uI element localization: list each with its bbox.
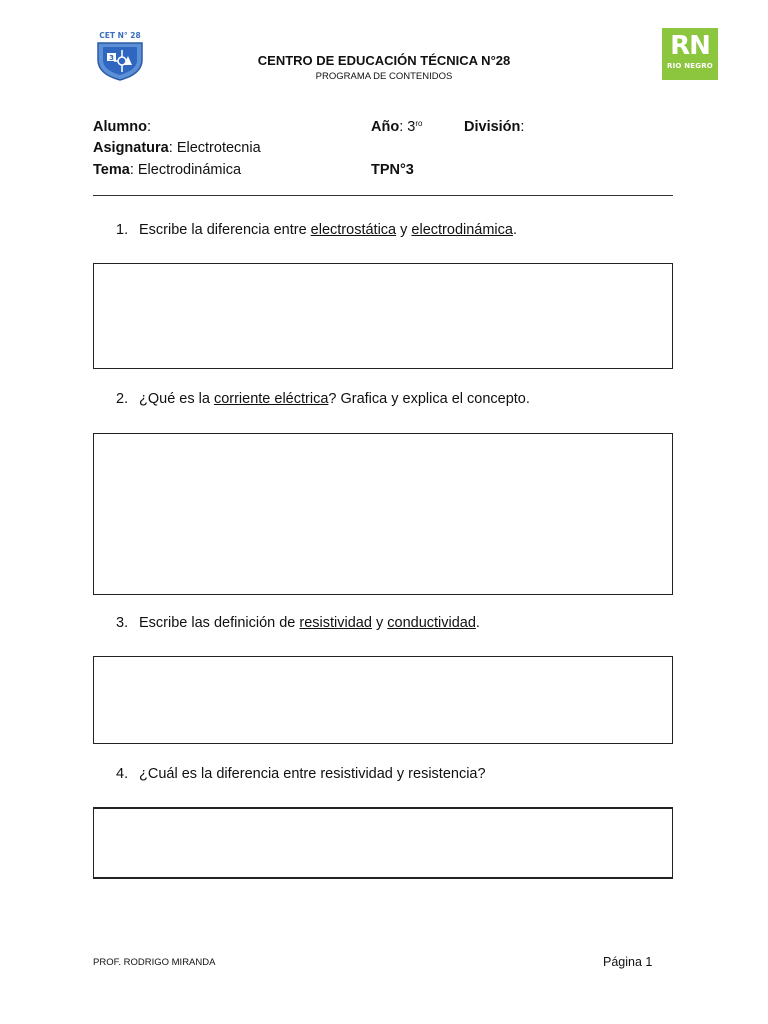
keyword-resistividad: resistividad bbox=[299, 615, 372, 631]
alumno-field: Alumno: bbox=[93, 119, 151, 135]
answer-box-1[interactable] bbox=[93, 263, 673, 369]
tema-value: Electrodinámica bbox=[137, 162, 242, 178]
question-number: 1. bbox=[116, 222, 129, 238]
svg-text:3: 3 bbox=[109, 54, 114, 62]
division-field: División: bbox=[464, 119, 525, 135]
asignatura-value: Electrotecnia bbox=[176, 140, 261, 156]
ano-label: Año bbox=[371, 119, 400, 135]
document-title: CENTRO DE EDUCACIÓN TÉCNICA N°28 bbox=[257, 53, 511, 68]
answer-box-2[interactable] bbox=[93, 433, 673, 595]
ano-suffix: ro bbox=[415, 119, 423, 128]
tpn-label: TPN°3 bbox=[371, 162, 414, 178]
keyword-corriente-electrica: corriente eléctrica bbox=[213, 391, 329, 407]
tema-field: Tema: Electrodinámica bbox=[93, 162, 242, 178]
question-2: 2. ¿Qué es la corriente eléctrica? Grafica y explica el concepto. bbox=[116, 391, 530, 407]
question-number: 2. bbox=[116, 391, 129, 407]
cet-logo-text: CET N° 28 bbox=[99, 31, 141, 40]
separator-line bbox=[93, 195, 673, 196]
division-label: División bbox=[464, 119, 521, 135]
keyword-electrostatica: electrostática bbox=[310, 222, 397, 238]
ano-value: 3 bbox=[407, 119, 416, 135]
tema-label: Tema bbox=[93, 162, 130, 178]
question-1: 1. Escribe la diferencia entre electrostática y electrodinámica. bbox=[116, 222, 518, 238]
asignatura-field: Asignatura: Electrotecnia bbox=[93, 140, 261, 156]
asignatura-label: Asignatura bbox=[93, 140, 169, 156]
alumno-label: Alumno bbox=[93, 119, 147, 135]
question-text: ¿Cuál es la diferencia entre resistividad y resistencia? bbox=[139, 766, 486, 782]
document-subtitle: PROGRAMA DE CONTENIDOS bbox=[315, 71, 453, 82]
question-number: 4. bbox=[116, 766, 129, 782]
ano-field: Año: $3^{ro}$ bbox=[371, 119, 423, 135]
footer-author: PROF. RODRIGO MIRANDA bbox=[93, 957, 216, 968]
question-3: 3. Escribe las definición de resistividad y conductividad. bbox=[116, 615, 480, 631]
question-number: 3. bbox=[116, 615, 129, 631]
footer-page-number: Página 1 bbox=[603, 955, 653, 969]
question-4 bbox=[116, 766, 486, 782]
keyword-conductividad: conductividad bbox=[387, 615, 476, 631]
answer-box-4[interactable] bbox=[93, 807, 673, 879]
rio-negro-logo-text: RIO NEGRO bbox=[667, 62, 713, 70]
keyword-electrodinamica: electrodinámica bbox=[411, 222, 513, 238]
answer-box-3[interactable] bbox=[93, 656, 673, 744]
rio-negro-logo-initials: RN bbox=[670, 31, 710, 61]
